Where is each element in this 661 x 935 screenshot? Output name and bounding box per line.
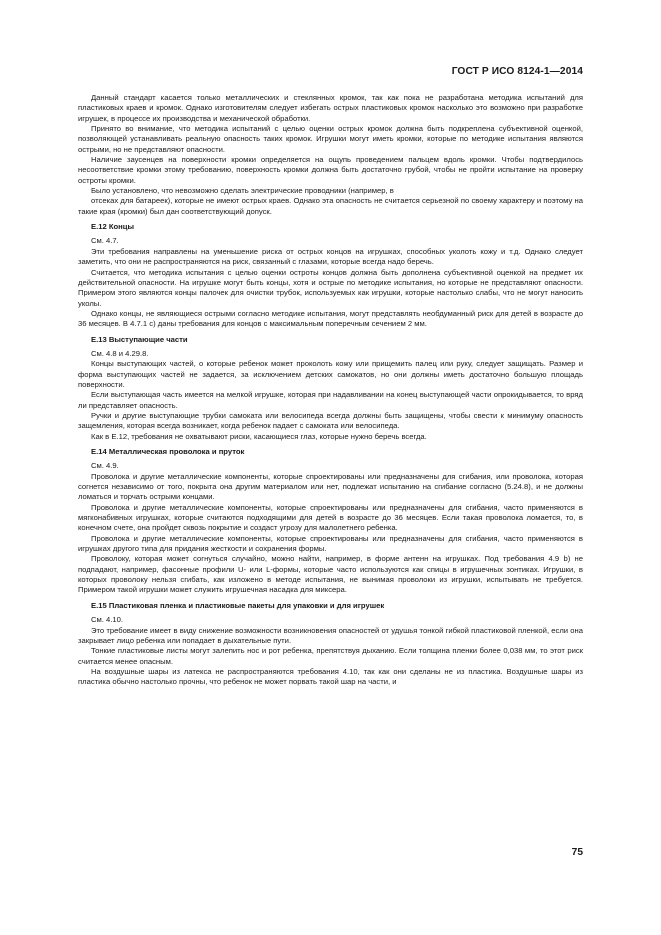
paragraph: Проволоку, которая может согнуться случайно, можно найти, например, в форме антенн на игрушках. Под требования 4.9 b) не подпадают, например, фасонные профили U- или L-формы, которые часто используются как спицы в игрушечных зонтиках. Игрушки, в которых проволоку нельзя сгибать, как изложено в методе испытания, не вынимая проволоки из игрушки, испытывать не требуется. Примером такой игрушки может служить игрушечная насадка для миксера. [78, 554, 583, 595]
paragraph: Проволока и другие металлические компоненты, которые спроектированы или предназначены для сгибания, часто применяются в мягконабивных игрушках, которые считаются подходящими для детей в возрасте до 36 месяцев. Если такая проволока ломается, то, в конечном счете, она пройдет сквозь покрытие и создаст угрозу для малолетнего ребенка. [78, 502, 583, 533]
paragraph: Как в Е.12, требования не охватывают риски, касающиеся глаз, которые нужно беречь всегда. [91, 431, 427, 441]
paragraph: Концы выступающих частей, о которые ребенок может проколоть кожу или прищемить палец или руку, следует защищать. Размер и форма выступающих частей не задается, за исключением детских самокатов, но они должны иметь достаточно большую площадь поверхности. [78, 359, 583, 389]
paragraph: На воздушные шары из латекса не распространяются требования 4.10, так как они сделаны не из пластика. Воздушные шары из пластика обычно настолько прочны, что ребенок не может порвать такой шар на части, и [78, 666, 583, 687]
paragraph: Проволока и другие металлические компоненты, которые спроектированы или предназначены для сгибания, часто применяются в игрушках другого типа для придания жесткости и сохранения формы. [78, 533, 583, 554]
page-number: 75 [571, 847, 583, 858]
section-reference: См. 4.9. [91, 461, 119, 471]
paragraph: Данный стандарт касается только металлических и стеклянных кромок, так как пока не разработана методика испытаний для пластиковых краев и кромок. Однако изготовителям следует избегать острых пластиковых кромок насколько это возможно при разработке игрушек, в процессе их производства и механической обработки. [78, 93, 583, 123]
section-heading-e15: Е.15 Пластиковая пленка и пластиковые пакеты для упаковки и для игрушек [91, 600, 385, 610]
section-reference: См. 4.10. [91, 615, 124, 625]
paragraph: Это требование имеет в виду снижение возможности возникновения опасностей от удушья тонкой гибкой пластиковой пленкой, если она закрывает лицо ребенка или попадает в дыхательные пути. [78, 625, 583, 645]
paragraph: Тонкие пластиковые листы могут залепить нос и рот ребенка, препятствуя дыханию. Если толщина пленки более 0,038 мм, то этот риск считается менее опасным. [78, 646, 583, 666]
paragraph: Было установлено, что невозможно сделать электрические проводники (например, в [91, 186, 394, 196]
section-heading-e12: Е.12 Концы [91, 222, 135, 232]
paragraph: Однако концы, не являющиеся острыми согласно методике испытания, могут представлять необдуманный риск для детей в возрасте до 36 месяцев. В 4.7.1 с) даны требования для концов с максимальным поперечным сечением 2 мм. [78, 308, 583, 329]
paragraph: Если выступающая часть имеется на мелкой игрушке, которая при надавливании на конец выступающей части опрокидывается, то вряд ли представляет опасность. [78, 390, 583, 410]
paragraph: Ручки и другие выступающие трубки самоката или велосипеда всегда должны быть защищены, чтобы свести к минимуму опасность защемления, которая всегда возникает, когда ребенок падает с самоката или велосипеда. [78, 410, 583, 431]
paragraph: Считается, что методика испытания с целью оценки остроты концов должна быть дополнена субъективной оценкой на предмет их действительной опасности. На игрушке могут быть концы, хотя и острые по методике испытания, но которые не представляют опасности. Примером этого являются концы палочек для очистки трубок, используемых как игрушки, которые настолько слабы, что не могут наносить уколы. [78, 267, 583, 308]
paragraph: отсеках для батареек), которые не имеют острых краев. Однако эта опасность не считается серьезной по своему характеру и поэтому на такие края (кромки) был дан соответствующий допуск. [78, 196, 583, 216]
paragraph: Принято во внимание, что методика испытаний с целью оценки острых кромок должна быть подкреплена субъективной оценкой, позволяющей устанавливать реальную опасность таких кромок. Игрушки могут иметь кромки, которые по методике испытания являются острыми, но не представляют опасности. [78, 124, 583, 154]
section-reference: См. 4.7. [91, 236, 119, 246]
paragraph: Эти требования направлены на уменьшение риска от острых концов на игрушках, способных уколоть кожу и т.д. Однако следует заметить, что они не распространяются на риск, связанный с глазами, которые всегда надо беречь. [78, 246, 583, 267]
section-reference: См. 4.8 и 4.29.8. [91, 348, 149, 358]
section-heading-e14: Е.14 Металлическая проволока и пруток [91, 447, 245, 456]
document-body [78, 93, 583, 688]
section-heading-e13: Е.13 Выступающие части [91, 334, 188, 344]
standard-header: ГОСТ Р ИСО 8124-1—2014 [451, 66, 583, 77]
paragraph: Наличие заусенцев на поверхности кромки определяется на ощупь проведением пальцем вдоль кромки. Чтобы подтвердилось несоответствие кромки этому требованию, поверхность кромки должна быть достаточно грубой, чтобы не пройти испытание на проверку остроты кромки. [78, 155, 583, 185]
paragraph: Проволока и другие металлические компоненты, которые спроектированы или предназначены для сгибания, или проволока, которая согнется независимо от того, покрыта она другим материалом или нет, подлежат испытанию на сгибание согласно (5.24.8), и не должны ломаться и торчать острыми концами. [78, 471, 583, 502]
